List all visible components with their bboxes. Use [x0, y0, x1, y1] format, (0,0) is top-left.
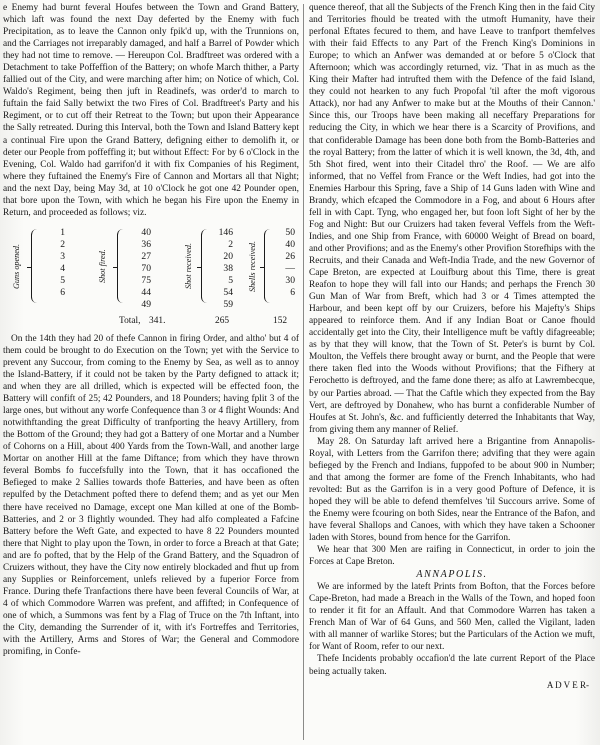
right-paragraph-2: May 28. On Saturday laft arrived here a Brigantine from Annapolis-Royal, with Letters from the Garrifon there; advifing that they were again befieged by the French and Indians, fuppofed to be about 900 in Number; and that among the former are fome of the French Inhabitants, who had revolted: But as the Garrifon is in a very good Pofture of Defence, it is hoped they will be able to defend themfelves 'til Succours arrive. Some of the Enemy were fcouring on both Sides, near the Entrance of the Bafon, and have feveral Shallops and Canoes, with which they have taken a Schooner laden with Stores, bound from hence for the Garrifon. [309, 436, 595, 544]
shot-fired-value: 40 [141, 226, 151, 238]
right-paragraph-4: We are informed by the lateft Prints from Bofton, that the Forces before Cape-Breton, had made a Breach in the Walls of the Town, and hoped foon to render it fit for an Affault. And that Commodore Warren has taken a French Man of War of 64 Guns, and 560 Men, called the Vigilant, laden with all manner of warlike Stores; but the Particulars of the Action we muft, for Want of Room, refer to our next. [309, 582, 595, 653]
shells-received-label: Shells received. [248, 240, 257, 292]
shot-fired-value: 75 [141, 274, 151, 286]
shot-received-brace [201, 229, 209, 303]
guns-brace [31, 229, 39, 303]
guns-value: 2 [60, 238, 65, 250]
total-shot-fired: 341. [149, 315, 166, 326]
shot-fired-values [129, 227, 151, 311]
shot-fired-label: Shot fired. [98, 248, 107, 283]
guns-values [43, 227, 65, 299]
left-column [3, 2, 299, 742]
guns-value: 1 [60, 226, 65, 238]
shells-value: 40 [285, 238, 295, 250]
total-label: Total, [119, 315, 141, 326]
shot-received-label: Shot received. [184, 242, 193, 289]
shot-received-values [211, 227, 233, 311]
shells-received-values [273, 227, 295, 299]
shot-fired-brace [117, 229, 125, 303]
shells-value: 50 [285, 226, 295, 238]
shot-received-value: 2 [228, 238, 233, 250]
shells-value: — [285, 262, 295, 274]
shot-received-value: 20 [223, 250, 233, 262]
shot-received-value: 5 [228, 274, 233, 286]
shot-received-group [183, 223, 241, 311]
shot-received-value: 38 [223, 262, 233, 274]
shot-received-value: 59 [223, 298, 233, 310]
shells-brace [264, 229, 272, 303]
ordnance-table [3, 223, 299, 331]
total-shells-received: 152 [273, 315, 288, 326]
shot-received-value: 146 [218, 226, 233, 238]
shells-value: 30 [285, 274, 295, 286]
table-totals-row [3, 315, 299, 329]
shells-value: 26 [285, 250, 295, 262]
right-paragraph-3: We hear that 300 Men are raifing in Connecticut, in order to join the Forces at Cape Breton. [309, 545, 595, 568]
shot-fired-value: 36 [141, 238, 151, 250]
continuation-catchword: A D V E R- [546, 679, 589, 690]
right-paragraph-5: Thefe Incidents probably occafion'd the late current Report of the Place being actually taken. [309, 654, 595, 677]
total-shot-received: 265 [215, 315, 230, 326]
guns-value: 4 [60, 262, 65, 274]
left-paragraph-1: e Enemy had burnt feveral Houfes between the Town and Grand Battery, which laft was found the next Day deferted by the Enemy with fuch Precipitation, as to leave the Cannon only fpik'd up, with the Trunnions on, and the Carriages not irreparably damaged, and half a Barrel of Powder which they had not time to remove. — Hereupon Col. Bradftreet was ordered with a Detachment to take Poffeffion of the Battery; on whofe March thither, a Party fallied out of the City, and were marching after him; on Notice of which, Col. Waldo's Regiment, being then juft in Readinefs, was order'd to march to fuftain the faid Sally betwixt the two Fires of Col. Bradftreet's Party and his Regiment, or to cut off their Retreat to the Town; but upon their Appearance the Sally retreated. During this Interval, both the Town and Island Battery kept a continual Fire upon the Grand Battery, defigning either to demolifh it, or deter our People from poffeffing it; but without Effect: For by 6 o'Clock in the Evening, Col. Waldo had garrifon'd it with fix Companies of his Regiment, where they fuftained the Enemy's Fire of Cannon and Mortars all that Night; and the next Day, being May 3d, at 10 o'Clock he got one 42 Pounder open, that bore upon the Town, with which he began his Fire upon the Enemy in Return, and proceeded as follows; viz. [3, 3, 299, 218]
guns-opened-label: Guns opened. [12, 243, 21, 289]
guns-value: 6 [60, 286, 65, 298]
guns-opened-group [11, 223, 81, 311]
shot-fired-value: 44 [141, 286, 151, 298]
guns-value: 3 [60, 250, 65, 262]
shot-fired-value: 70 [141, 262, 151, 274]
right-column [309, 2, 595, 742]
annapolis-heading: ANNAPOLIS. [416, 569, 488, 581]
guns-value: 5 [60, 274, 65, 286]
right-paragraph-1: quence thereof, that all the Subjects of the French King then in the faid City and Territories fhould be treated with the utmoft Humanity, have their perfonal Eftates fecured to them, and have Leave to tranfport themfelves with their faid Effects to any Part of the French King's Dominions in Europe; to which an Anfwer was demanded at or before 5 o'Clock that Afternoon; which was accordingly returned, viz. 'That in as much as the King their Mafter had intrufted them with the Defence of the faid Island, they could not hearken to any fuch Propofal 'til after the moft vigorous Attack), nor had any Anfwer to make but at the Mouths of their Cannon.' Since this, our Troops have been making all neceffary Preparations for reducing the City, in which we hear there is a Scarcity of Provifions, and that confiderable Damage has been done both from the Bomb-Batteries and the royal Battery; from the latter of which it is well known, the 3d, 4th, and 5th Shot fired, went into their Citadel thro' the Roof. — We are alfo informed, that no Veffel from France or the Weft Indies, had got into the Enemies Harbour this Spring, fave a Ship of 14 Guns laden with Wine and Brandy, which efcaped the Commodore in a Fog, and about 6 Hours after fell in with Capt. Tyng, who engaged her, but foon loft Sight of her by the Fog and Night: But our Cruizers had taken feveral Veffels from the Weft-Indies, and one Ship from France, with 60000 Weight of Bread on board, and other Provifions; and as the Enemy's other Provifion Storefhips with the Recruits, and their Canada and Weft-India Trade, and the new Governor of Cape Breton, are expected at Louifburg about this Time, there is great Reafon to hope they will fall into our Hands; and perhaps the French 30 Gun Man of War from Breft, which had 3 or 4 Times attempted the Harbour, and been kept off by our Cruizers, before his Majefty's Ships appeared to reinforce them. And if any Indian Boat or Canoe fhould accidentally get into the City, their Intelligence muft be vaftly difagreeable; as by that they will know, that the Town of St. Peter's is burnt by Col. Moulton, the Veffels there brought away or burnt, and the People that were there taken fled into the Woods without Provifions; that the Fifhery at Ferochetto is deftroyed, and the fame done there; as alfo at Lawrembecque, by our Parties abroad. — That the Caftle which they expected from the Bay Vert, are deftroyed by Donahew, who has burnt a confiderable Number of Houfes at St. John's, &c. and fufficiently deterred the Inhabitants that Way, from giving them any manner of Relief. [309, 3, 595, 435]
column-rule [303, 4, 304, 740]
shot-received-value: 54 [223, 286, 233, 298]
shot-fired-value: 49 [141, 298, 151, 310]
shells-received-group [247, 223, 299, 311]
shot-fired-value: 27 [141, 250, 151, 262]
shells-value: 6 [290, 286, 295, 298]
left-paragraph-2: On the 14th they had 20 of thefe Cannon in firing Order, and altho' but 4 of them could be brought to do Execution on the Town; yet with the Service to prevent any Succour, from coming to the Enemy by Sea, as well as to annoy the Island-Battery, if it could not be taken by the Party defigned to attack it; and when they are all drilled, which is expected will be effected foon, the Battery will confift of 25; 42 Pounders, and 18 Pounders; having fplit 3 of the large ones, but without any worfe Confequence than 3 or 4 flight Wounds: And notwithftanding the great Difficulty of tranfporting the heavy Artillery, from the Bottom of the Ground; they had got a Battery of one Mortar and a Number of Cohorns on a Hill, about 400 Yards from the Town-Wall, and another large Mortar on another Hill at the fame Diftance; from which they have thrown feveral Bombs fo fuccefsfully into the Town, that it has occafioned the Befieged to make 2 Sallies towards thofe Batteries, and have been as often repulfed by the Detachment pofted there to defend them; and as yet our Men there have received no Damage, except one Man killed at one of the Bomb-Batteries, and 2 or 3 flightly wounded. They had alfo compleated a Fafcine Battery before the Weft Gate, and expected to have 8 22 Pounders mounted there that Night to play upon the Town, in order to force a Breach at that Gate; and are fo pofted, that by the Help of the Grand Battery, and the Squadron of Cruizers without, they have the City now entirely blockaded and fhut up from any Supplies or Reinforcement, unlefs relieved by a fuperior Force from France. During thefe Tranfactions there have been feveral Councils of War, at 4 of which Commodore Warren was prefent, and affifted; in Confequence of one of which, a Summons was fent by a Flag of Truce on the 7th Inftant, into the City, demanding the Surrender of it, with it's Fortreffes and Territories, with the Artillery, Arms and Stores of War; the General and Commodore promifing, in Confe- [3, 333, 299, 658]
shot-fired-group [97, 223, 167, 311]
